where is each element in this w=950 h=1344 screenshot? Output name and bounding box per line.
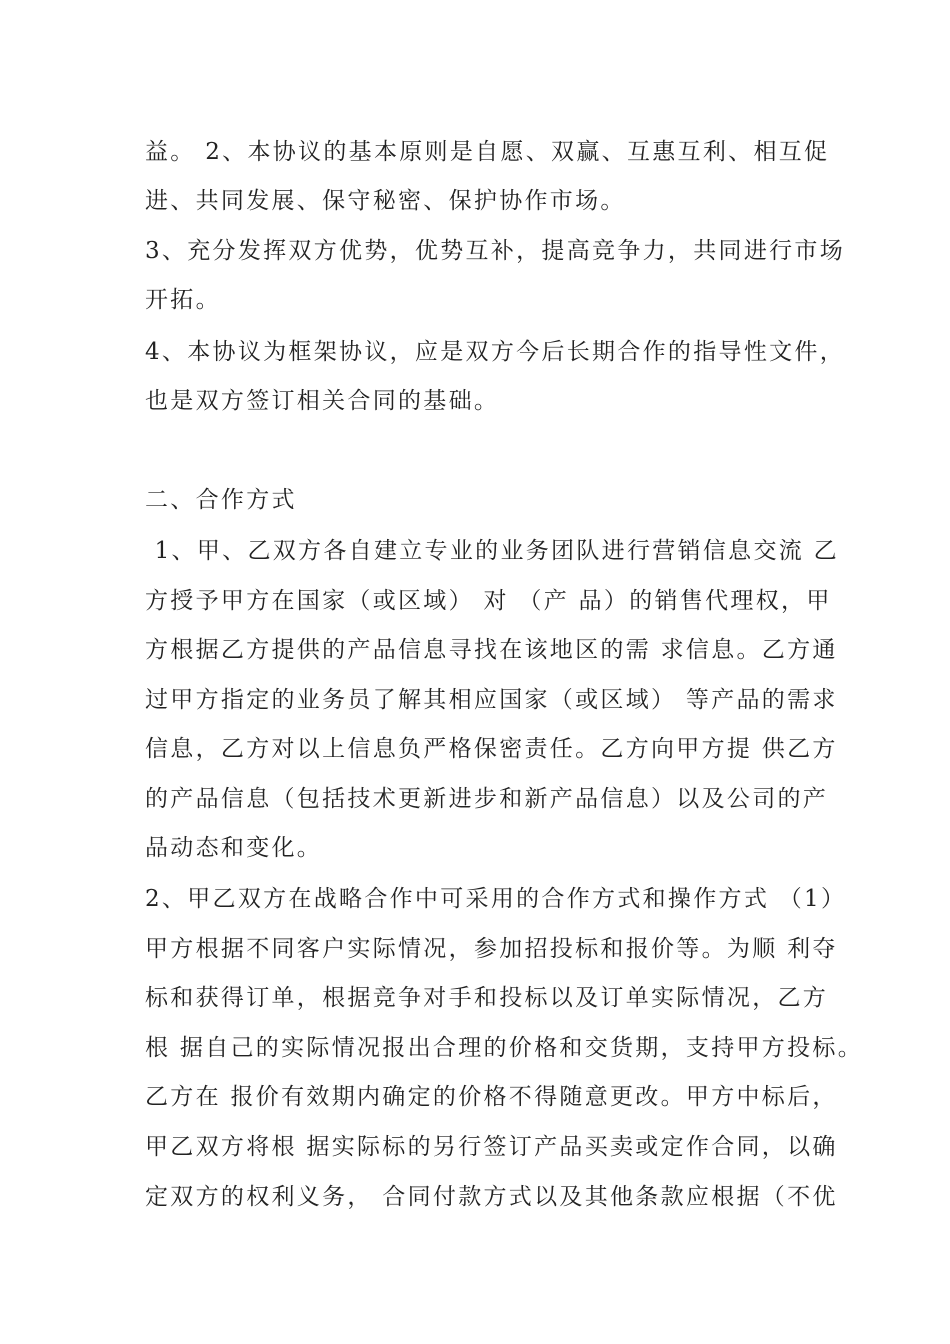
text-line: 2、甲乙双方在战略合作中可采用的合作方式和操作方式 （1） bbox=[145, 886, 847, 912]
text-line: 1、甲、乙双方各自建立专业的业务团队进行营销信息交流 乙 bbox=[145, 538, 839, 564]
text-line: 过甲方指定的业务员了解其相应国家（或区域） 等产品的需求 bbox=[145, 687, 838, 713]
text-line: 方根据乙方提供的产品信息寻找在该地区的需 求信息。乙方通 bbox=[145, 637, 838, 663]
text-line: 甲乙双方将根 据实际标的另行签订产品买卖或定作合同，以确 bbox=[145, 1134, 838, 1160]
text-line: 标和获得订单，根据竞争对手和投标以及订单实际情况，乙方 bbox=[145, 985, 829, 1011]
text-line: 信息，乙方对以上信息负严格保密责任。乙方向甲方提 供乙方 bbox=[145, 736, 838, 762]
text-line: 益。 2、本协议的基本原则是自愿、双赢、互惠互利、相互促 bbox=[145, 139, 830, 165]
text-line: 品动态和变化。 bbox=[145, 835, 323, 861]
text-line: 进、共同发展、保守秘密、保护协作市场。 bbox=[145, 188, 626, 214]
text-line: 3、充分发挥双方优势，优势互补，提高竞争力，共同进行市场 bbox=[145, 238, 846, 264]
text-line: 根 据自己的实际情况报出合理的价格和交货期，支持甲方投标。 bbox=[145, 1035, 864, 1061]
text-line: 甲方根据不同客户实际情况，参加招投标和报价等。为顺 利夺 bbox=[145, 936, 838, 962]
text-line: 方授予甲方在国家（或区域） 对 （产 品）的销售代理权，甲 bbox=[145, 588, 832, 614]
text-line: 定双方的权利义务， 合同付款方式以及其他条款应根据（不优 bbox=[145, 1184, 838, 1210]
text-line: 也是双方签订相关合同的基础。 bbox=[145, 388, 500, 414]
section-heading: 二、合作方式 bbox=[145, 487, 297, 513]
text-line: 4、本协议为框架协议，应是双方今后长期合作的指导性文件， bbox=[145, 339, 846, 365]
text-line: 开拓。 bbox=[145, 287, 221, 313]
text-line: 的产品信息（包括技术更新进步和新产品信息）以及公司的产 bbox=[145, 786, 829, 812]
text-line: 乙方在 报价有效期内确定的价格不得随意更改。甲方中标后， bbox=[145, 1084, 838, 1110]
